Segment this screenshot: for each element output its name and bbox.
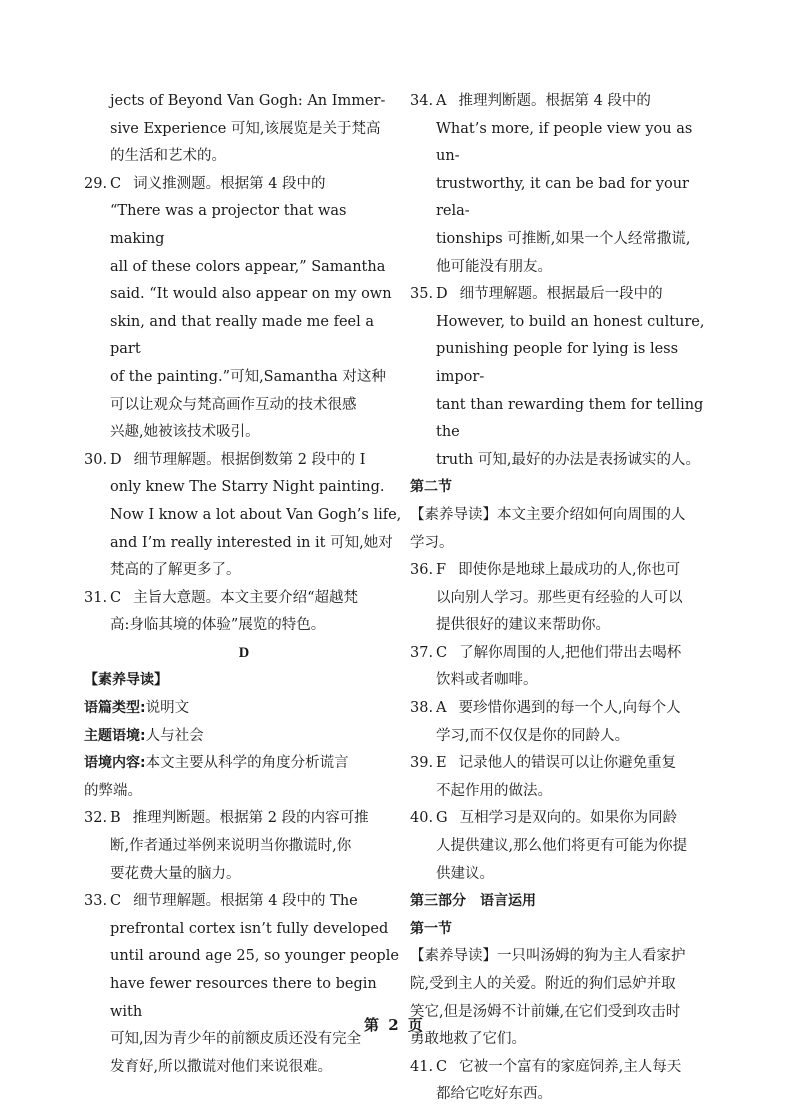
text-line: 勇敢地救了它们。: [410, 1031, 526, 1048]
answer-line: However, to build an honest culture,: [436, 313, 705, 330]
guide-row: [84, 723, 404, 751]
answer-item: [410, 281, 710, 474]
answer-letter: C: [110, 175, 122, 192]
text-line: sive Experience 可知,该展览是关于梵高: [110, 120, 381, 137]
answer-line: trustworthy, it can be bad for your rela-: [436, 175, 689, 220]
page-number: 第 2 页: [364, 1016, 425, 1034]
text-line: 学习。: [410, 534, 454, 551]
text-line: 笑它,但是汤姆不计前嫌,在它们受到攻击时: [410, 1003, 681, 1020]
section-heading: D: [238, 644, 250, 661]
answer-line: 兴趣,她被该技术吸引。: [110, 424, 260, 441]
answer-line: F 即使你是地球上最成功的人,你也可: [436, 562, 681, 579]
answer-line: C 词义推测题。根据第 4 段中的: [110, 175, 326, 192]
guide-row: [84, 750, 404, 778]
guide-value: 说明文: [145, 700, 190, 717]
answer-line: D 细节理解题。根据最后一段中的: [436, 286, 663, 303]
answer-line: of the painting.”可知,Samantha 对这种: [110, 368, 386, 385]
answer-item: [84, 805, 404, 888]
answer-line: G 互相学习是双向的。如果你为同龄: [436, 810, 678, 827]
answer-line: 发育好,所以撒谎对他们来说很难。: [110, 1058, 333, 1075]
answer-item: [410, 750, 710, 805]
answer-letter: D: [436, 286, 448, 303]
question-number: 32.: [84, 810, 108, 827]
answer-line: punishing people for lying is less impor-: [436, 341, 679, 385]
answer-letter: B: [110, 810, 121, 827]
guide-label: 语篇类型:: [84, 700, 146, 717]
guide-value: 的弊端。: [84, 782, 142, 799]
question-number: 36.: [410, 562, 434, 579]
answer-letter: D: [110, 451, 122, 468]
answer-line: truth 可知,最好的办法是表扬诚实的人。: [436, 451, 700, 468]
answer-letter: F: [436, 562, 447, 579]
answer-item: [84, 585, 404, 640]
answer-line: 梵高的了解更多了。: [110, 562, 241, 579]
answer-line: 供建议。: [436, 865, 494, 882]
answer-letter: C: [110, 893, 122, 910]
answer-line: C 细节理解题。根据第 4 段中的 The: [110, 893, 358, 910]
question-number: 35.: [410, 286, 434, 303]
right-column: [410, 88, 710, 1109]
answer-line: D 细节理解题。根据倒数第 2 段中的 I: [110, 451, 366, 468]
answer-item: [84, 447, 404, 585]
answer-line: 他可能没有朋友。: [436, 258, 552, 275]
text-line: 的生活和艺术的。: [110, 148, 226, 165]
question-number: 40.: [410, 810, 434, 827]
answer-item: [410, 88, 710, 281]
answer-line: 学习,而不仅仅是你的同龄人。: [436, 727, 630, 744]
guide-label: 主题语境:: [84, 727, 146, 744]
question-number: 38.: [410, 700, 434, 717]
guide-value: 本文主要从科学的角度分析谎言: [145, 755, 349, 772]
answer-line: skin, and that really made me feel a part: [110, 313, 375, 358]
answer-letter: C: [436, 1058, 448, 1075]
answer-line: 可以让观众与梵高画作互动的技术很感: [110, 396, 357, 413]
answer-letter: A: [436, 700, 447, 717]
question-number: 29.: [84, 175, 108, 192]
answer-line: prefrontal cortex isn’t fully developed: [110, 920, 389, 937]
answer-line: 以向别人学习。那些更有经验的人可以: [436, 589, 683, 606]
answer-line: tant than rewarding them for telling the: [436, 396, 704, 441]
section-heading: 第一节: [410, 920, 452, 937]
question-number: 31.: [84, 589, 108, 606]
answer-letter: A: [436, 93, 447, 109]
answer-line: Now I know a lot about Van Gogh’s life,: [110, 506, 402, 523]
answer-line: 饮料或者咖啡。: [436, 672, 538, 689]
answer-letter: E: [436, 755, 447, 772]
answer-line: all of these colors appear,” Samantha: [110, 258, 386, 275]
answer-line: 要花费大量的脑力。: [110, 865, 241, 882]
answer-line: until around age 25, so younger people: [110, 948, 399, 965]
answer-line: C 它被一个富有的家庭饲养,主人每天: [436, 1058, 682, 1075]
left-column: [84, 88, 404, 1081]
guide-value: 人与社会: [145, 727, 204, 744]
guide-title: 【素养导读】: [84, 672, 168, 689]
text-line: 院,受到主人的关爱。附近的狗们忌妒并取: [410, 976, 676, 992]
answer-line: 提供很好的建议来帮助你。: [436, 617, 610, 634]
answer-letter: G: [436, 810, 448, 827]
answer-item: [410, 695, 710, 750]
text-line: jects of Beyond Van Gogh: An Immer-: [110, 93, 386, 109]
answer-line: 断,作者通过举例来说明当你撒谎时,你: [110, 838, 352, 855]
answer-line: 可知,因为青少年的前额皮质还没有完全: [110, 1031, 362, 1048]
answer-line: B 推理判断题。根据第 2 段的内容可推: [110, 810, 369, 827]
answer-line: “There was a projector that was making: [110, 203, 347, 247]
answer-line: 不起作用的做法。: [436, 782, 552, 799]
answer-item: [410, 805, 710, 888]
question-number: 37.: [410, 644, 434, 661]
answer-line: said. “It would also appear on my own: [110, 286, 392, 303]
answer-item: [410, 557, 710, 640]
answer-line: 高:身临其境的体验”展览的特色。: [110, 617, 326, 634]
question-number: 30.: [84, 451, 108, 468]
answer-line: C 主旨大意题。本文主要介绍“超越梵: [110, 589, 359, 606]
answer-letter: C: [436, 644, 448, 661]
section-heading: 第二节: [410, 479, 452, 496]
answer-line: and I’m really interested in it 可知,她对: [110, 534, 393, 551]
question-number: 33.: [84, 893, 108, 910]
answer-line: A 要珍惜你遇到的每一个人,向每个人: [436, 700, 681, 717]
question-number: 39.: [410, 755, 434, 772]
answer-line: only knew The Starry Night painting.: [110, 479, 385, 496]
answer-item: [410, 1054, 710, 1109]
answer-letter: C: [110, 589, 122, 606]
question-number: 34.: [410, 93, 434, 109]
part-heading: 第三部分 语言运用: [410, 893, 536, 910]
answer-line: What’s more, if people view you as un-: [436, 120, 693, 165]
answer-line: tionships 可推断,如果一个人经常撒谎,: [436, 230, 691, 247]
answer-line: C 了解你周围的人,把他们带出去喝杯: [436, 644, 682, 661]
text-line: 【素养导读】本文主要介绍如何向周围的人: [410, 506, 686, 523]
guide-row: [84, 695, 404, 723]
answer-line: have fewer resources there to begin with: [110, 976, 377, 1020]
text-line: 【素养导读】一只叫汤姆的狗为主人看家护: [410, 948, 686, 965]
guide-label: 语境内容:: [84, 755, 146, 772]
question-number: 41.: [410, 1058, 434, 1075]
answer-item: [410, 640, 710, 695]
answer-line: 人提供建议,那么他们将更有可能为你提: [436, 838, 688, 855]
answer-line: E 记录他人的错误可以让你避免重复: [436, 755, 677, 772]
answer-line: 都给它吃好东西。: [436, 1086, 552, 1103]
answer-line: A 推理判断题。根据第 4 段中的: [436, 93, 651, 109]
answer-item: [84, 171, 404, 447]
answer-item: [84, 888, 404, 1081]
